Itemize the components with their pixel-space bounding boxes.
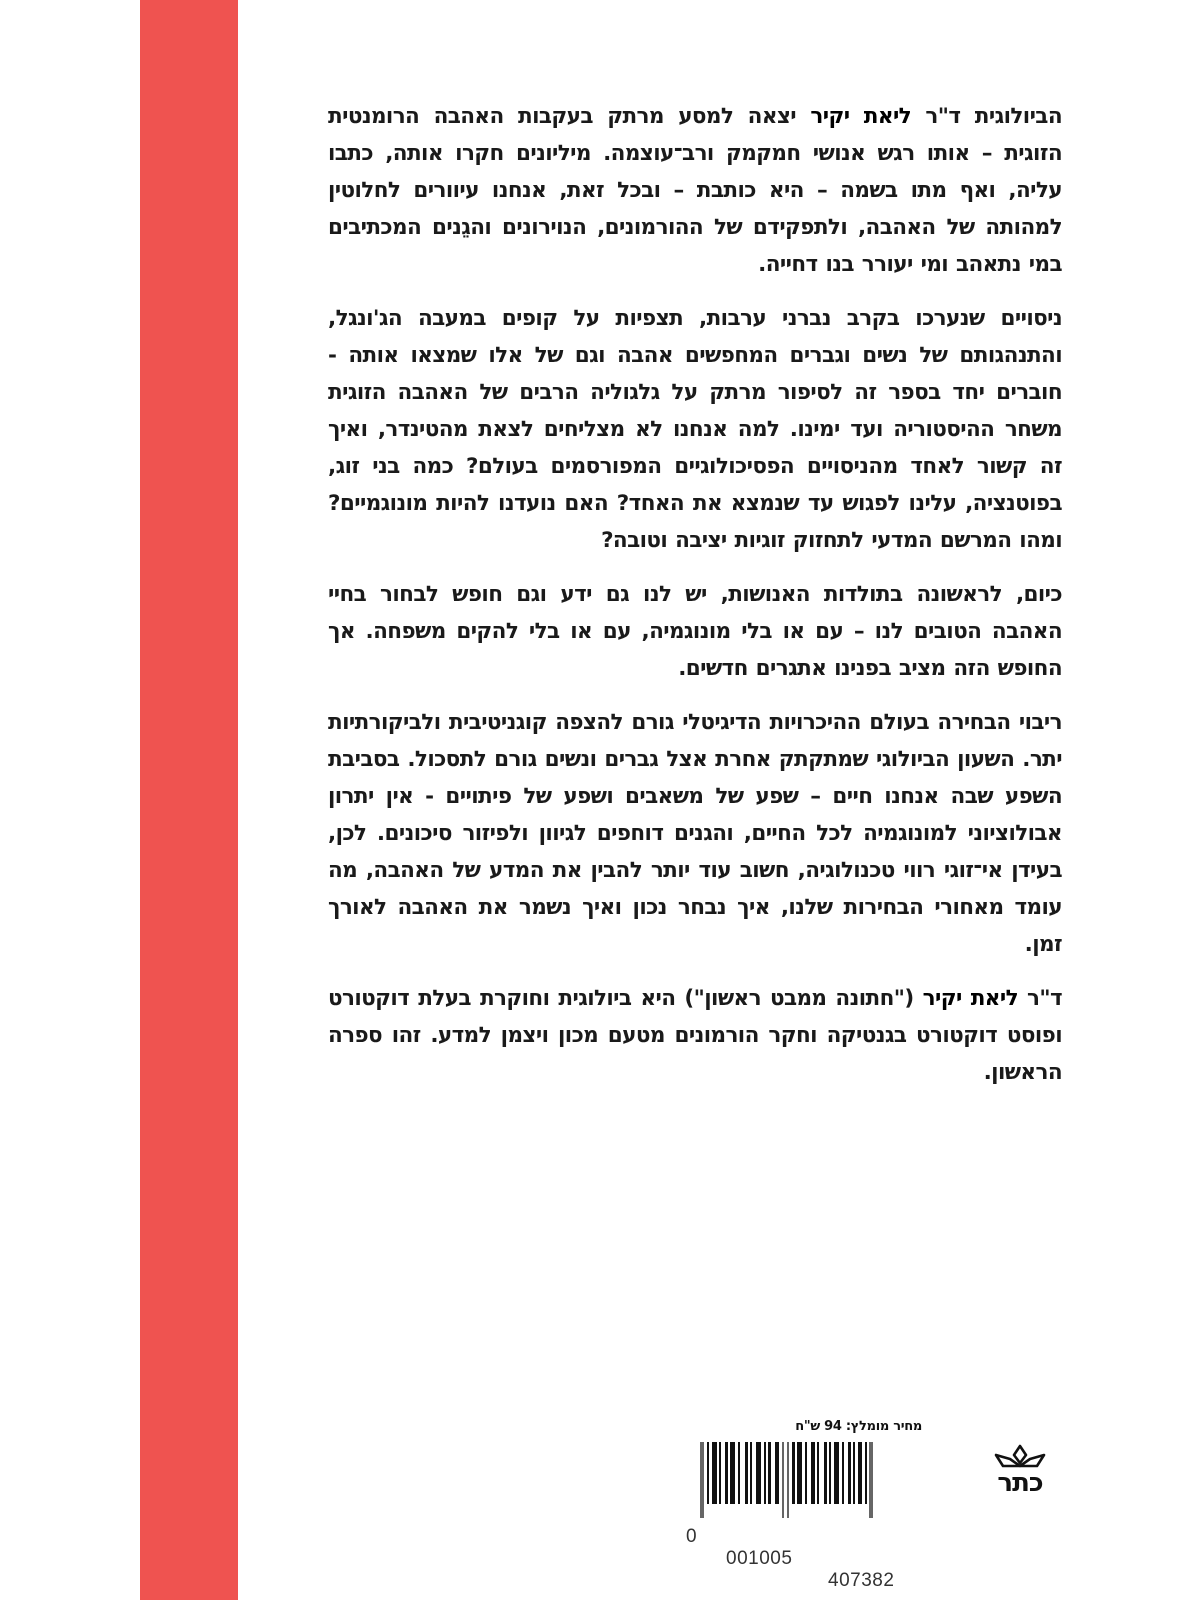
publisher-name: כתר (997, 1468, 1043, 1498)
barcode-bars (700, 1442, 922, 1510)
barcode-digit-group-1: 001005 (726, 1548, 793, 1569)
blurb-paragraph-3 (328, 576, 1062, 687)
barcode-digit-prefix: 0 (686, 1526, 698, 1547)
blurb-text: ד"ר (1017, 986, 1062, 1011)
barcode (686, 1442, 922, 1591)
barcode-digit-group-2: 407382 (828, 1570, 895, 1591)
blurb-text: הביולוגית ד"ר (911, 104, 1062, 129)
blurb-text: יצאה למסע מרתק בעקבות האהבה הרומנטית הזוגית – אותו רגש אנושי חמקמק ורב־עוצמה. מיליונים חקרו אותה, כתבו עליה, ואף מתו בשמה – היא כותבת – ובכל זאת, אנחנו עיוורים לחלוטין למהותה של האהבה, ולתפקידם של ההורמונים, הנוירונים והגֵנים המכתיבים במי נתאהב ומי יעורר בנו דחייה. (328, 104, 1062, 277)
author-name-emphasis: ליאת יקיר (810, 104, 912, 129)
blurb-text: ריבוי הבחירה בעולם ההיכרויות הדיגיטלי גורם להצפה קוגניטיבית ולביקורתיות יתר. השעון הביולוגי שמתקתק אחרת אצל גברים ונשים גורם לתסכול. בסביבת השפע שבה אנחנו חיים – שפע של משאבים ושפע של פיתויים - אין יתרון אבולוציוני למונוגמיה לכל החיים, והגנים דוחפים לגיוון ולפיזור סיכונים. לכן, בעידן אי־זוגי רווי טכנולוגיה, חשוב עוד יותר להבין את המדע של האהבה, מה עומד מאחורי הבחירות שלנו, איך נבחר נכון ואיך נשמר את האהבה לאורך זמן. (328, 710, 1062, 957)
red-spine-stripe (140, 0, 238, 1600)
recommended-price: מחיר מומלץ: 94 ש"ח (795, 1419, 922, 1434)
publisher-logo (990, 1444, 1050, 1516)
blurb-paragraph-1 (328, 98, 1062, 283)
blurb-text: ("חתונה ממבט ראשון") היא ביולוגית וחוקרת בעלת דוקטורט ופוסט דוקטורט בגנטיקה וחקר הורמונים מטעם מכון ויצמן למדע. זהו ספרה הראשון. (328, 986, 1062, 1085)
blurb-text: ניסויים שנערכו בקרב נברני ערבות, תצפיות על קופים במעבה הג'ונגל, והתנהגותם של נשים וגברים המחפשים אהבה וגם של אלו שמצאו אותה - חוברים יחד בספר זה לסיפור מרתק על גלגוליה הרבים של האהבה הזוגית משחר ההיסטוריה ועד ימינו. למה אנחנו לא מצליחים לצאת מהטינדר, ואיך זה קשור לאחד מהניסויים הפסיכולוגיים המפורסמים בעולם? כמה בני זוג, בפוטנציה, עלינו לפגוש עד שנמצא את האחד? האם נועדנו להיות מונוגמיים? ומהו המרשם המדעי לתחזוק זוגיות יציבה וטובה? (328, 306, 1062, 553)
barcode-digits (686, 1504, 922, 1600)
author-bio-paragraph (328, 980, 1062, 1091)
blurb-paragraph-4 (328, 704, 1062, 963)
blurb-text: כיום, לראשונה בתולדות האנושות, יש לנו גם ידע וגם חופש לבחור בחיי האהבה הטובים לנו – עם או בלי מונוגמיה, עם או בלי להקים משפחה. אך החופש הזה מציב בפנינו אתגרים חדשים. (328, 582, 1062, 681)
author-name-emphasis: ליאת יקיר (922, 986, 1018, 1011)
back-cover-blurb (328, 98, 1062, 1108)
blurb-paragraph-2 (328, 300, 1062, 559)
